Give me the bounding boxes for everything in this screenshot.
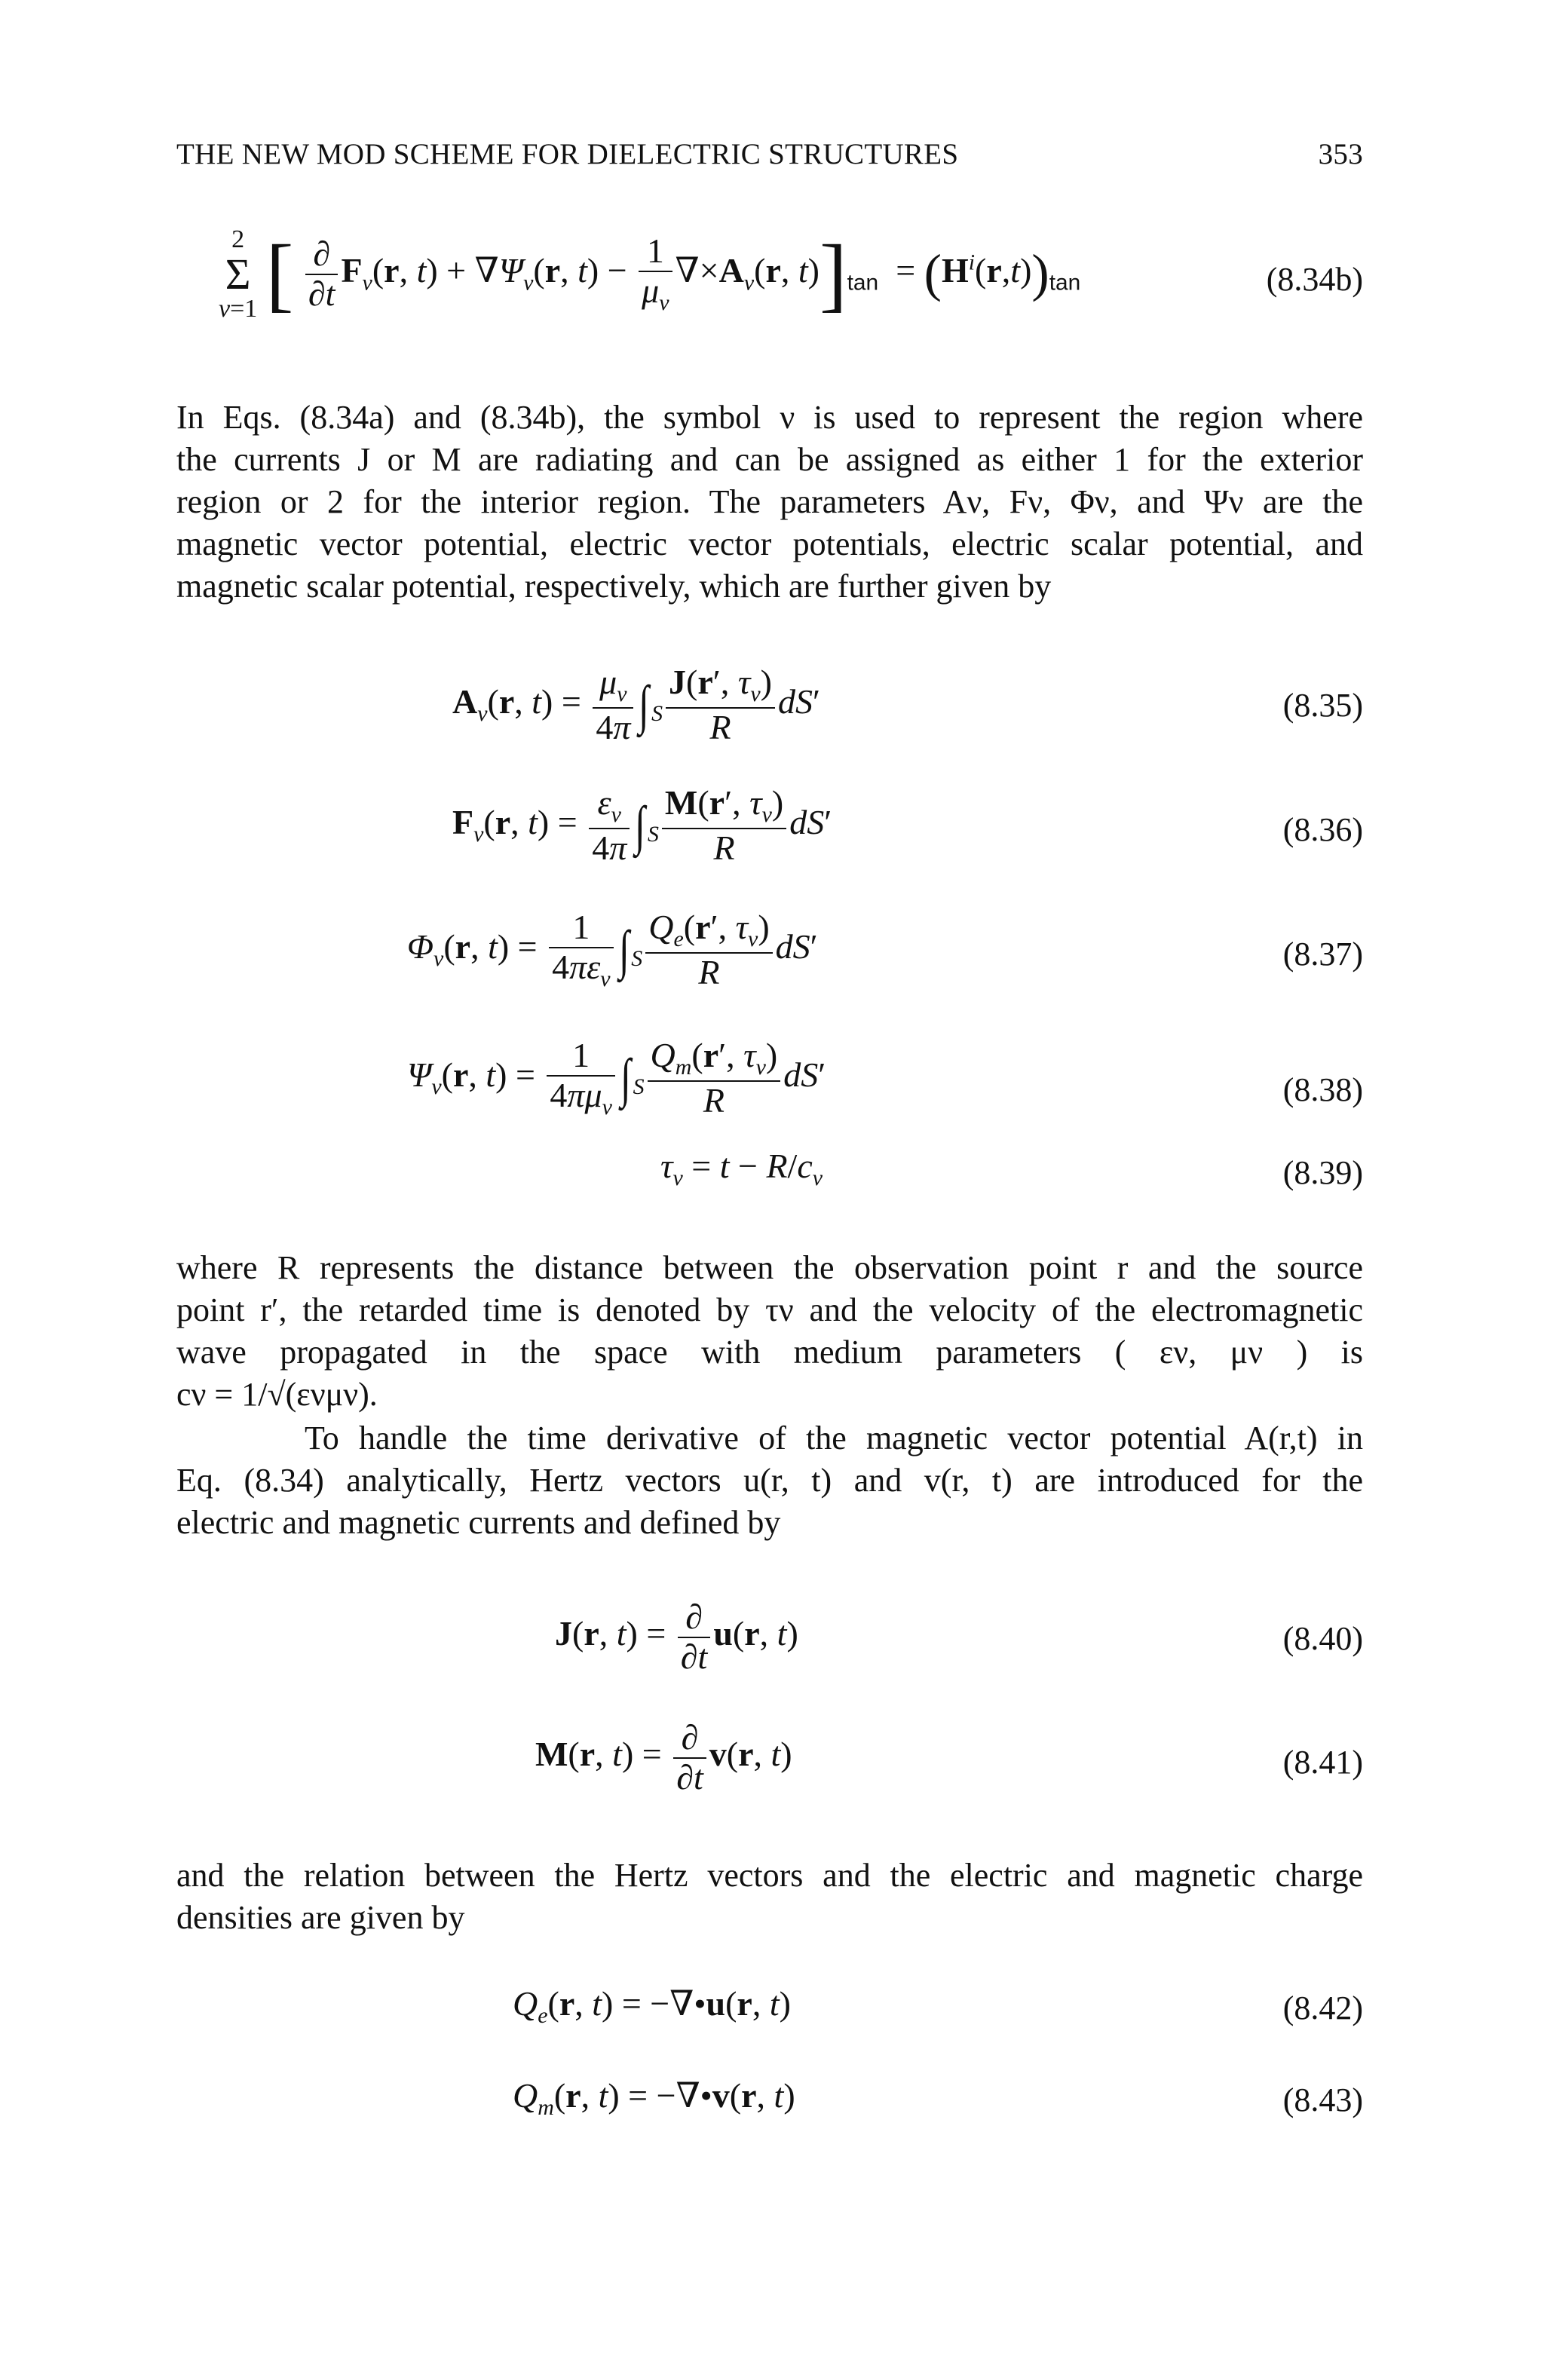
paragraph-region-definitions	[176, 397, 1363, 608]
equation-number: (8.35)	[1282, 687, 1363, 724]
equation-number: (8.37)	[1282, 936, 1363, 973]
equation-number: (8.42)	[1282, 1989, 1363, 2026]
text-line: cν = 1/√(ενμν).	[176, 1376, 378, 1413]
text-line: where R represents the distance between the observation point r and the source	[176, 1249, 1363, 1286]
paragraph-charge-densities	[176, 1855, 1363, 1939]
equation-number: (8.38)	[1282, 1071, 1363, 1108]
equation-8-34b: 2 Σ ν=1 [ $\frac{\partial}{\partial t}$ $F_\nu(r$, $t) + \nabla\Psi_\nu(r$, t) − $\frac{1}{\mu_\nu}$ $\nabla\times A_\nu(r$, $t)]_{tan} = (H^i(r,t))_{tan}$	[219, 225, 1081, 323]
text-line: In Eqs. (8.34a) and (8.34b), the symbol ν is used to represent the region where	[176, 399, 1363, 436]
text-line: region or 2 for the interior region. The parameters Aν, Fν, Φν, and Ψν are the	[176, 483, 1363, 520]
text-line: magnetic vector potential, electric vector potentials, electric scalar potential, and	[176, 525, 1363, 562]
page-number: 353	[1318, 138, 1363, 170]
text-line: To handle the time derivative of the magnetic vector potential A(r,t) in	[305, 1420, 1363, 1456]
text-line: Eq. (8.34) analytically, Hertz vectors u(r, t) and v(r, t) are introduced for the	[176, 1462, 1363, 1499]
text-line: point r′, the retarded time is denoted by τν and the velocity of the electromagnetic	[176, 1291, 1363, 1328]
equation-8-38: $\Psi_\nu(r$, t) = $\frac{1}{4\pi\mu_\nu}$ $\int_S$ $\frac{Q_m(r', \tau_\nu)}{R}$ dS′	[407, 1036, 826, 1120]
equation-8-42: $Q_e(r$, t) = −∇•u(r, t)	[513, 1984, 791, 2029]
equation-8-39: $\tau_\nu = t - R/c_\nu$	[660, 1147, 823, 1191]
text-line: densities are given by	[176, 1899, 465, 1936]
paragraph-hertz-vectors	[176, 1417, 1363, 1544]
equation-number: (8.34b)	[1266, 261, 1363, 298]
equation-8-35: $A_\nu(r$, t) = $\frac{\mu_\nu}{4\pi}$ $\int_S$ $\frac{J(r', \tau_\nu)}{R}$ dS′	[452, 663, 820, 747]
text-line: the currents J or M are radiating and can be assigned as either 1 for the exterior	[176, 441, 1363, 478]
equation-number: (8.40)	[1282, 1620, 1363, 1657]
equation-8-37: $\Phi_\nu(r$, t) = $\frac{1}{4\pi\varepsilon_\nu}$ $\int_S$ $\frac{Q_e(r', \tau_\nu)}{R}$ dS′	[407, 908, 818, 992]
equation-number: (8.43)	[1282, 2081, 1363, 2118]
text-line: electric and magnetic currents and defined by	[176, 1504, 781, 1541]
text-line: and the relation between the Hertz vectors and the electric and magnetic charge	[176, 1857, 1363, 1894]
paragraph-retarded-time	[176, 1247, 1363, 1416]
equation-8-43: $Q_m(r$, t) = −∇•v(r, t)	[513, 2076, 795, 2121]
equation-8-41: M(r, t) = $\frac{\partial}{\partial t}$ v(r, t)	[535, 1718, 792, 1796]
equation-number: (8.36)	[1282, 811, 1363, 848]
equation-8-36: $F_\nu(r$, t) = $\frac{\varepsilon_\nu}{4\pi}$ $\int_S$ $\frac{M(r', \tau_\nu)}{R}$ dS′	[452, 783, 832, 868]
running-title: THE NEW MOD SCHEME FOR DIELECTRIC STRUCTURES	[176, 138, 959, 170]
equation-number: (8.39)	[1282, 1154, 1363, 1191]
text-line: wave propagated in the space with medium parameters ( εν, μν ) is	[176, 1334, 1363, 1371]
equation-number: (8.41)	[1282, 1744, 1363, 1781]
equation-8-40: J(r, t) = $\frac{\partial}{\partial t}$ u(r, t)	[555, 1597, 798, 1676]
text-line: magnetic scalar potential, respectively, which are further given by	[176, 568, 1052, 605]
